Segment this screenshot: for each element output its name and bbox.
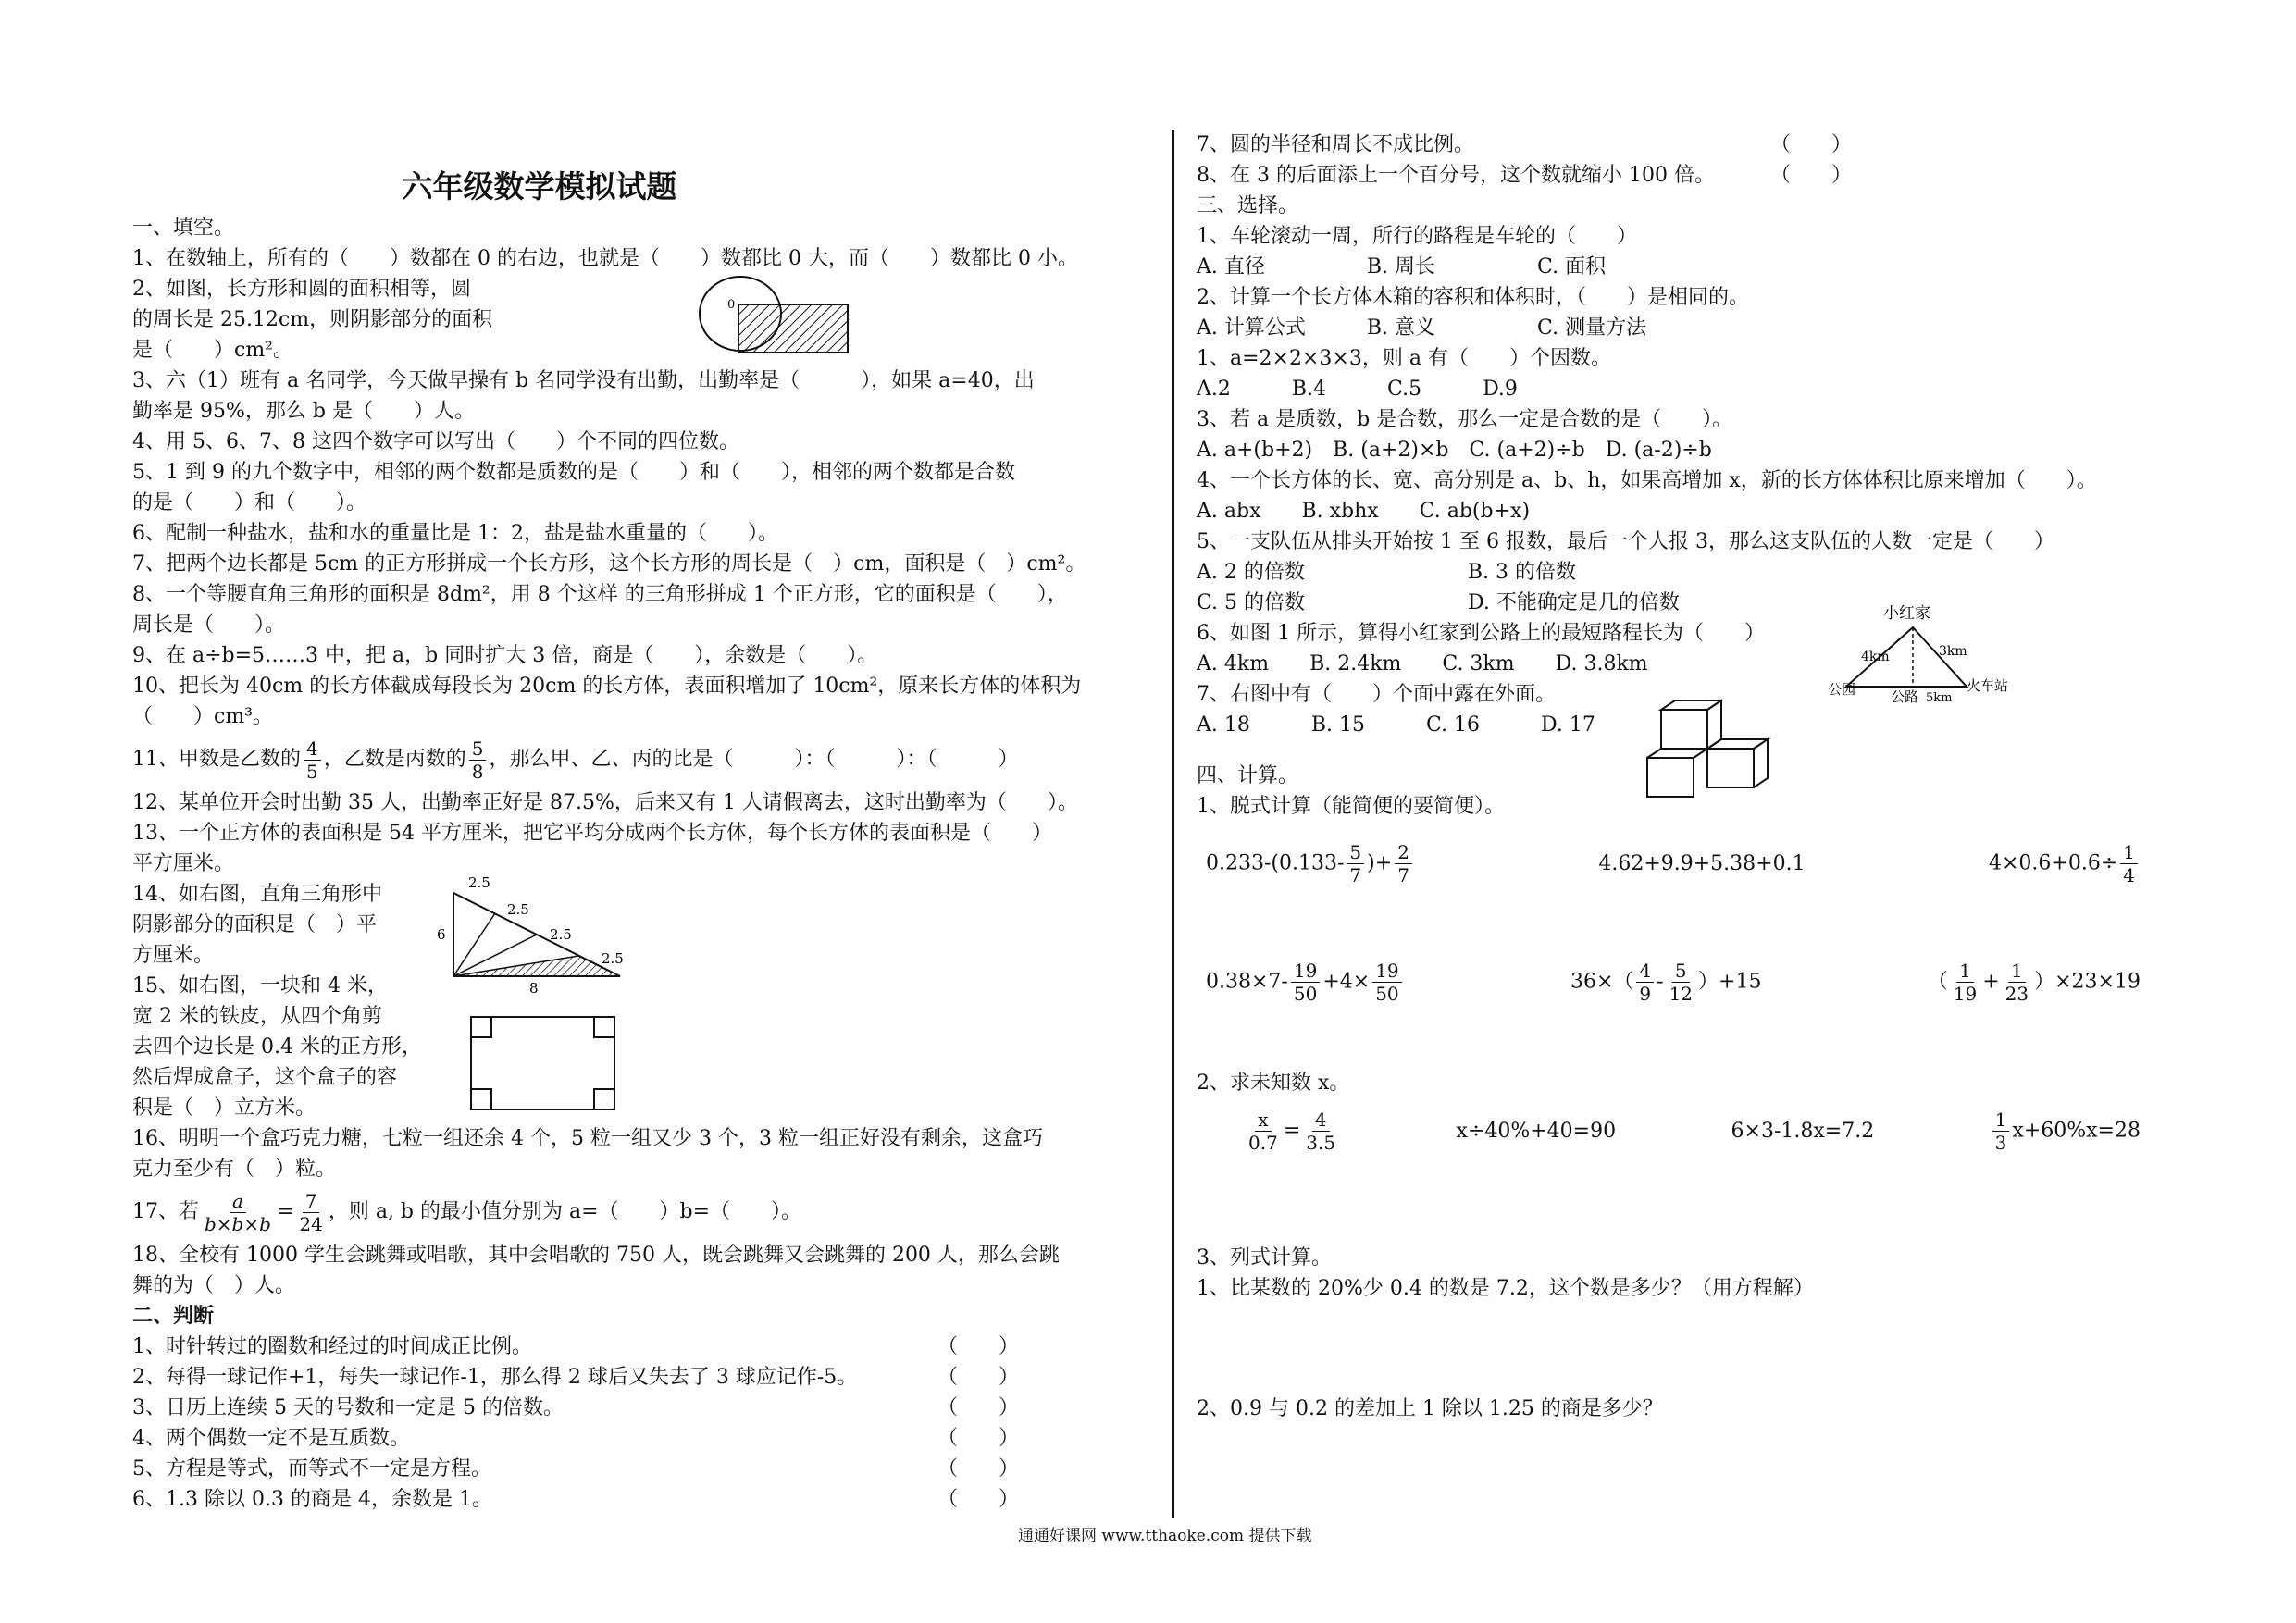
section-choice: 三、选择。 bbox=[1197, 194, 1299, 217]
question-line: 12、某单位开会时出勤 35 人，出勤率正好是 87.5%，后来又有 1 人请假离去，这时出勤率为（ ）。 bbox=[132, 791, 1078, 814]
judge-question: 7、圆的半径和周长不成比例。 bbox=[1197, 133, 1474, 156]
choice-line: A. 4km B. 2.4km C. 3km D. 3.8km bbox=[1197, 652, 1648, 675]
calc-part2-heading: 2、求未知数 x。 bbox=[1197, 1072, 1350, 1095]
choice-line: 1、a=2×2×3×3，则 a 有（ ）个因数。 bbox=[1197, 347, 1611, 370]
choice-line: 4、一个长方体的长、宽、高分别是 a、b、h，如果高增加 x，新的长方体体积比原来增加（ ）。 bbox=[1197, 469, 2097, 492]
svg-text:公路: 公路 bbox=[1891, 688, 1919, 705]
svg-text:2.5: 2.5 bbox=[468, 874, 490, 891]
question-line: 克力至少有（ ）粒。 bbox=[132, 1158, 337, 1181]
question-line: （ ）cm³。 bbox=[132, 705, 274, 728]
choice-line: 5、一支队伍从排头开始按 1 至 6 报数，最后一个人报 3，那么这支队伍的人数一定是（ ） bbox=[1197, 530, 2054, 553]
judge-answer-blank[interactable]: （ ） bbox=[937, 1457, 1020, 1481]
question-line: 16、明明一个盒巧克力糖，七粒一组还余 4 个，5 粒一组又少 3 个，3 粒一组正好没有剩余，这盒巧 bbox=[132, 1127, 1043, 1150]
page-footer: 通通好课网 www.tthaoke.com 提供下载 bbox=[1018, 1527, 1312, 1545]
judge-question: 3、日历上连续 5 天的号数和一定是 5 的倍数。 bbox=[132, 1396, 564, 1419]
calc-3: 4×0.6+0.6÷ $\frac{1}{4}$ bbox=[1989, 841, 2141, 886]
word-problem-2: 2、0.9 与 0.2 的差加上 1 除以 1.25 的商是多少？ bbox=[1197, 1397, 1663, 1420]
route-figure bbox=[1828, 601, 2041, 708]
calc-1: 0.233-(0.133- $\frac{5}{7}$ )+ $\frac{2}{7}$ bbox=[1206, 841, 1415, 886]
question-line: 7、把两个边长都是 5cm 的正方形拼成一个长方形，这个长方形的周长是（ ）cm，面积是（ ）cm²。 bbox=[132, 552, 1086, 576]
svg-text:6: 6 bbox=[437, 926, 446, 943]
question-line: 方厘米。 bbox=[132, 944, 215, 967]
question-line: 阴影部分的面积是（ ）平 bbox=[132, 913, 378, 936]
left-column bbox=[132, 130, 1150, 1515]
judge-item bbox=[132, 1362, 1150, 1393]
question-line: 6、配制一种盐水，盐和水的重量比是 1：2，盐是盐水重量的（ ）。 bbox=[132, 522, 778, 545]
judge-item bbox=[132, 1454, 1150, 1484]
triangle-figure bbox=[435, 874, 639, 999]
equation-2: x÷40%+40=90 bbox=[1456, 1119, 1617, 1143]
judge-question: 8、在 3 的后面添上一个百分号，这个数就缩小 100 倍。 bbox=[1197, 164, 1715, 187]
judge-question: 4、两个偶数一定不是互质数。 bbox=[132, 1427, 410, 1450]
question-line: 3、六（1）班有 a 名同学，今天做早操有 b 名同学没有出勤，出勤率是（ ），如果 a=40，出 bbox=[132, 369, 1035, 392]
question-line: 13、一个正方体的表面积是 54 平方厘米，把它平均分成两个长方体，每个长方体的表面积是（ ） bbox=[132, 822, 1052, 845]
judge-item bbox=[132, 1393, 1150, 1423]
calc-6: （ $\frac{1}{19}$ + $\frac{1}{23}$ ）×23×19 bbox=[1927, 959, 2141, 1005]
choice-line: 2、计算一个长方体木箱的容积和体积时，（ ）是相同的。 bbox=[1197, 286, 1749, 309]
judge-answer-blank[interactable]: （ ） bbox=[1770, 164, 1853, 187]
judge-question: 2、每得一球记作+1，每失一球记作-1，那么得 2 球后又失去了 3 球应记作-5。 bbox=[132, 1366, 858, 1389]
circle-rect-figure bbox=[696, 273, 863, 365]
svg-text:8: 8 bbox=[529, 980, 539, 997]
question-line: 的周长是 25.12cm，则阴影部分的面积 bbox=[132, 308, 493, 331]
judge-question: 1、时针转过的圈数和经过的时间成正比例。 bbox=[132, 1335, 532, 1358]
judge-answer-blank[interactable]: （ ） bbox=[937, 1396, 1020, 1419]
question-line: 宽 2 米的铁皮，从四个角剪 bbox=[132, 1005, 382, 1028]
calc-row-1 bbox=[1197, 822, 2141, 905]
judge-item bbox=[1197, 130, 2205, 160]
svg-text:2.5: 2.5 bbox=[507, 901, 529, 918]
question-line: 9、在 a÷b=5……3 中，把 a，b 同时扩大 3 倍，商是（ ），余数是（ ）。 bbox=[132, 644, 878, 667]
judge-answer-blank[interactable]: （ ） bbox=[937, 1488, 1020, 1511]
choice-line: C. 5 的倍数 D. 不能确定是几的倍数 bbox=[1197, 591, 1680, 614]
equation-4: $\frac{1}{3}$ x+60%x=28 bbox=[1990, 1109, 2141, 1154]
question-line: 15、如右图，一块和 4 米， bbox=[132, 974, 388, 997]
choice-line: A. 18 B. 15 C. 16 D. 17 bbox=[1197, 713, 1595, 737]
choice-line: 7、右图中有（ ）个面中露在外面。 bbox=[1197, 683, 1556, 706]
question-line: 5、1 到 9 的九个数字中，相邻的两个数都是质数的是（ ）和（ ），相邻的两个数都是合数 bbox=[132, 461, 1015, 484]
calc-part3-heading: 3、列式计算。 bbox=[1197, 1246, 1332, 1270]
judge-answer-blank[interactable]: （ ） bbox=[1770, 133, 1853, 156]
svg-text:3km: 3km bbox=[1939, 644, 1967, 659]
section-judge: 二、判断 bbox=[132, 1304, 215, 1328]
svg-text:公园: 公园 bbox=[1828, 681, 1856, 698]
question-line: 2、如图，长方形和圆的面积相等，圆 bbox=[132, 278, 471, 301]
judge-answer-blank[interactable]: （ ） bbox=[937, 1366, 1020, 1389]
question-line: 然后焊成盒子，这个盒子的容 bbox=[132, 1066, 398, 1089]
question-11: 11、甲数是乙数的 $\frac{4}{5}$ ，乙数是丙数的 $\frac{5}{8}$ ，那么甲、乙、丙的比是（ ）：（ ）：（ ） bbox=[132, 737, 1019, 783]
judge-item bbox=[132, 1332, 1150, 1362]
question-line: 8、一个等腰直角三角形的面积是 8dm²，用 8 个这样 的三角形拼成 1 个正方形，它的面积是（ ）， bbox=[132, 583, 1068, 606]
choice-line: A. 直径 B. 周长 C. 面积 bbox=[1197, 255, 1607, 279]
question-line: 勤率是 95%，那么 b 是（ ）人。 bbox=[132, 400, 475, 423]
svg-text:4km: 4km bbox=[1861, 650, 1890, 664]
question-line: 14、如右图，直角三角形中 bbox=[132, 883, 382, 906]
svg-text:2.5: 2.5 bbox=[602, 950, 624, 967]
svg-text:火车站: 火车站 bbox=[1967, 677, 2009, 694]
choice-line: A. a+(b+2) B. (a+2)×b C. (a+2)÷b D. (a-2)÷b bbox=[1197, 439, 1712, 462]
calc-4: 0.38×7- $\frac{19}{50}$ +4× $\frac{19}{50}$ bbox=[1206, 960, 1405, 1005]
calc-row-2 bbox=[1197, 940, 2141, 1023]
question-line: 10、把长为 40cm 的长方体截成每段长为 20cm 的长方体，表面积增加了 10cm²，原来长方体的体积为 bbox=[132, 675, 1082, 698]
question-line: 的是（ ）和（ ）。 bbox=[132, 491, 367, 514]
question-line: 4、用 5、6、7、8 这四个数字可以写出（ ）个不同的四位数。 bbox=[132, 430, 739, 453]
choice-line: A. 计算公式 B. 意义 C. 测量方法 bbox=[1197, 316, 1647, 340]
question-line: 是（ ）cm²。 bbox=[132, 339, 294, 362]
question-line: 平方厘米。 bbox=[132, 852, 235, 875]
page-title: 六年级数学模拟试题 bbox=[402, 168, 677, 204]
calc-2: 4.62+9.9+5.38+0.1 bbox=[1598, 851, 1806, 875]
question-line: 舞的为（ ）人。 bbox=[132, 1274, 296, 1297]
choice-line: A. 2 的倍数 B. 3 的倍数 bbox=[1197, 561, 1577, 584]
question-17: 17、若 $\frac{a}{b\times b\times b}$ = $\frac{7}{24}$ ，则 a, b 的最小值分别为 a=（ ）b=（ ）。 bbox=[132, 1189, 802, 1235]
equation-3: 6×3-1.8x=7.2 bbox=[1731, 1119, 1875, 1143]
box-sheet-figure bbox=[467, 1013, 620, 1115]
equation-row bbox=[1197, 1098, 2141, 1163]
column-divider bbox=[1172, 130, 1174, 1518]
judge-item bbox=[1197, 160, 2205, 191]
calc-part1-heading: 1、脱式计算（能简便的要简便）。 bbox=[1197, 795, 1505, 818]
question-line: 周长是（ ）。 bbox=[132, 613, 286, 637]
svg-text:2.5: 2.5 bbox=[550, 926, 572, 943]
question-line: 积是（ ）立方米。 bbox=[132, 1096, 316, 1120]
judge-item bbox=[132, 1484, 1150, 1515]
question-line: 去四个边长是 0.4 米的正方形， bbox=[132, 1035, 422, 1059]
calc-5: 36×（ $\frac{4}{9}$ - $\frac{5}{12}$ ）+15 bbox=[1570, 959, 1762, 1005]
section-fill-blank: 一、填空。 bbox=[132, 217, 235, 240]
section-calc: 四、计算。 bbox=[1197, 764, 1299, 787]
equation-1: $\frac{x}{0.7}$ = $\frac{4}{3.5}$ bbox=[1248, 1108, 1336, 1154]
judge-answer-blank[interactable]: （ ） bbox=[937, 1427, 1020, 1450]
svg-text:0: 0 bbox=[727, 298, 736, 312]
question-line: 18、全校有 1000 学生会跳舞或唱歌，其中会唱歌的 750 人，既会跳舞又会跳舞的 200 人，那么会跳 bbox=[132, 1244, 1060, 1267]
choice-line: 6、如图 1 所示，算得小红家到公路上的最短路程长为（ ） bbox=[1197, 622, 1765, 645]
svg-text:5km: 5km bbox=[1926, 691, 1953, 705]
word-problem-1: 1、比某数的 20%少 0.4 的数是 7.2，这个数是多少？（用方程解） bbox=[1197, 1277, 1814, 1300]
judge-question: 6、1.3 除以 0.3 的商是 4，余数是 1。 bbox=[132, 1488, 492, 1511]
svg-text:小红家: 小红家 bbox=[1883, 604, 1930, 623]
choice-line: 3、若 a 是质数，b 是合数，那么一定是合数的是（ ）。 bbox=[1197, 408, 1733, 431]
question-line: 1、在数轴上，所有的（ ）数都在 0 的右边，也就是（ ）数都比 0 大，而（ ）数都比 0 小。 bbox=[132, 247, 1078, 270]
judge-question: 5、方程是等式，而等式不一定是方程。 bbox=[132, 1457, 491, 1481]
choice-line: A. abx B. xbhx C. ab(b+x) bbox=[1197, 500, 1531, 523]
choice-line: 1、车轮滚动一周，所行的路程是车轮的（ ） bbox=[1197, 225, 1637, 248]
judge-answer-blank[interactable]: （ ） bbox=[937, 1335, 1020, 1358]
judge-item bbox=[132, 1423, 1150, 1454]
cubes-figure bbox=[1643, 699, 1781, 819]
choice-line: A.2 B.4 C.5 D.9 bbox=[1197, 378, 1518, 401]
